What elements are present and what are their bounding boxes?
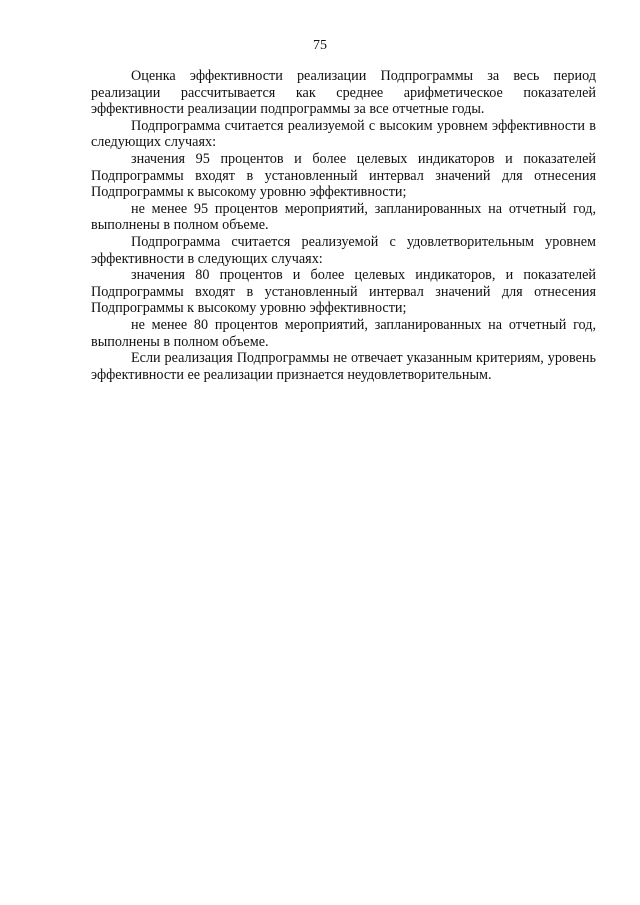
paragraph-satisfactory-efficiency-indicators: значения 80 процентов и более целевых индикаторов, и показателей Подпрограммы входят в установленный интервал значений для отнесения Подпрограммы к высокому уровню эффективности; [91,267,596,317]
paragraph-unsatisfactory-efficiency: Если реализация Подпрограммы не отвечает указанным критериям, уровень эффективности ее реализации признается неудовлетворительным. [91,350,596,383]
paragraph-overall-evaluation: Оценка эффективности реализации Подпрограммы за весь период реализации рассчитывается как среднее арифметическое показателей эффективности реализации подпрограммы за все отчетные годы. [91,68,596,118]
document-body [91,68,596,383]
paragraph-satisfactory-efficiency-activities: не менее 80 процентов мероприятий, запланированных на отчетный год, выполнены в полном объеме. [91,316,596,350]
paragraph-high-efficiency-indicators: значения 95 процентов и более целевых индикаторов и показателей Подпрограммы входят в установленный интервал значений для отнесения Подпрограммы к высокому уровню эффективности; [91,150,596,201]
paragraph-satisfactory-efficiency-intro: Подпрограмма считается реализуемой с удовлетворительным уровнем эффективности в следующих случаях: [91,233,596,267]
page-number: 75 [313,38,327,53]
paragraph-high-efficiency-intro: Подпрограмма считается реализуемой с высоким уровнем эффективности в следующих случаях: [91,117,596,151]
paragraph-high-efficiency-activities: не менее 95 процентов мероприятий, запланированных на отчетный год, выполнены в полном объеме. [91,200,596,234]
